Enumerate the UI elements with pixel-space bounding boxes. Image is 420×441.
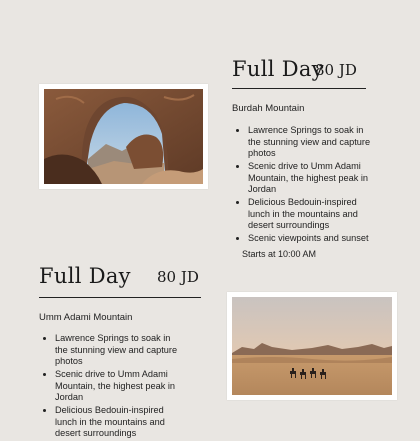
list-item: • Delicious Bedouin-inspired lunch in the mountains and desert surroundings	[55, 405, 181, 440]
tour1-price: 80 JD	[315, 61, 357, 79]
list-item: • Delicious Bedouin-inspired lunch in the mountains and desert surroundings	[248, 197, 376, 232]
list-item: • Scenic drive to Umm Adami Mountain, the highest peak in Jordan	[55, 369, 181, 404]
tour2-location: Umm Adami Mountain	[39, 312, 133, 323]
tour1-highlights-list	[234, 125, 376, 246]
tour2-price: 80 JD	[157, 268, 199, 286]
tour2-highlights-list	[41, 333, 181, 441]
tour1-divider	[232, 88, 366, 89]
tour2-title: Full Day	[39, 264, 131, 288]
rock-arch-image	[44, 89, 203, 184]
tour1-photo	[39, 84, 208, 189]
tour1-title: Full Day	[232, 57, 324, 81]
list-item: • Lawrence Springs to soak in the stunning view and capture photos	[55, 333, 181, 368]
list-item: • Scenic viewpoints and sunset	[248, 233, 376, 245]
tour2-photo	[227, 292, 397, 400]
tour2-divider	[39, 297, 201, 298]
tour1-start-time: Starts at 10:00 AM	[242, 249, 317, 259]
desert-camel-caravan-image	[232, 297, 392, 395]
tour1-location: Burdah Mountain	[232, 103, 305, 114]
list-item: • Lawrence Springs to soak in the stunning view and capture photos	[248, 125, 376, 160]
list-item: • Scenic drive to Umm Adami Mountain, the highest peak in Jordan	[248, 161, 376, 196]
